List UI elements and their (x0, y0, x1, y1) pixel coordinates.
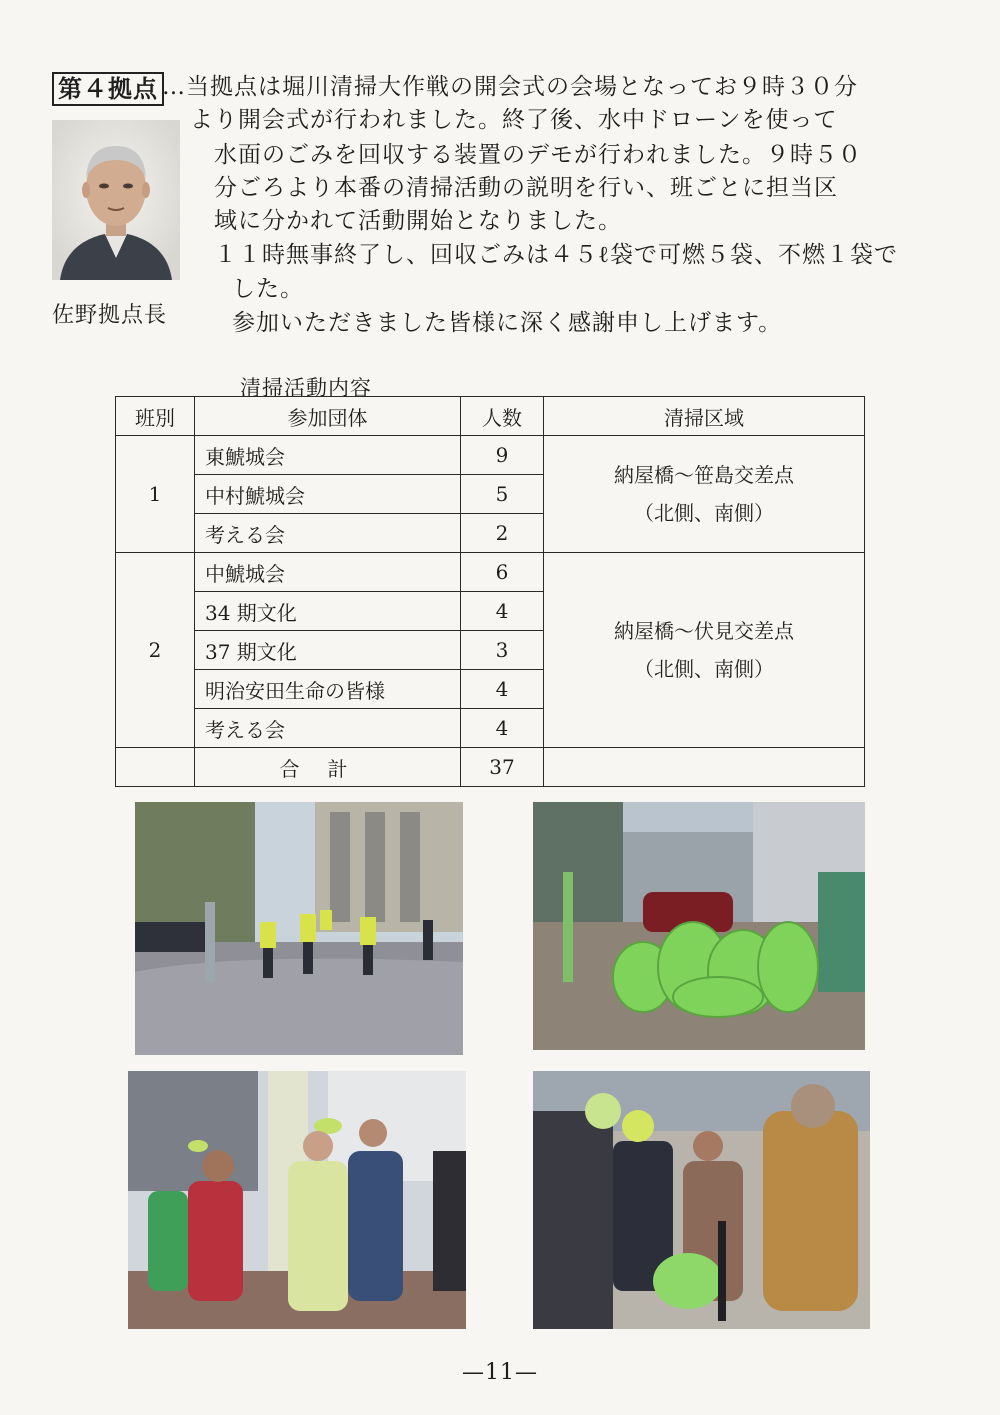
intro-line: １１時無事終了し、回収ごみは４５ℓ袋で可燃５袋、不燃１袋で (214, 242, 899, 268)
page-number: —11— (462, 1360, 538, 1385)
org-cell: 考える会 (195, 709, 461, 748)
intro-line: 域に分かれて活動開始となりました。 (214, 208, 622, 234)
area-line: 納屋橋～伏見交差点 (614, 619, 794, 643)
org-cell: 考える会 (195, 514, 461, 553)
intro-line: より開会式が行われました。終了後、水中ドローンを使って (190, 107, 838, 133)
org-cell: 中鯱城会 (195, 553, 461, 592)
org-cell: 34 期文化 (195, 592, 461, 631)
org-cell: 明治安田生命の皆様 (195, 670, 461, 709)
table-row (116, 436, 865, 475)
count-cell: 6 (461, 553, 544, 592)
photo-volunteers-group (128, 1071, 466, 1329)
intro-line: 参加いただきました皆様に深く感謝申し上げます。 (232, 310, 783, 336)
table-row (116, 553, 865, 592)
total-count: 37 (461, 748, 544, 787)
intro-line: 水面のごみを回収する装置のデモが行われました。９時５０ (214, 142, 862, 168)
col-header-count: 人数 (461, 397, 544, 436)
photo-volunteers-collecting (533, 1071, 870, 1329)
org-cell: 東鯱城会 (195, 436, 461, 475)
group-cell: 1 (116, 436, 195, 553)
org-cell: 37 期文化 (195, 631, 461, 670)
photo-street-cleanup (135, 802, 463, 1055)
total-empty-cell (116, 748, 195, 787)
activity-table (115, 396, 865, 787)
col-header-area: 清掃区域 (544, 397, 865, 436)
area-line: 納屋橋～笹島交差点 (614, 463, 794, 487)
intro-line: …当拠点は堀川清掃大作戦の開会式の会場となってお９時３０分 (162, 74, 858, 100)
intro-line: 分ごろより本番の清掃活動の説明を行い、班ごとに担当区 (214, 175, 838, 201)
total-row (116, 748, 865, 787)
table-title: 清掃活動内容 (240, 376, 372, 400)
col-header-org: 参加団体 (195, 397, 461, 436)
table-header-row (116, 397, 865, 436)
total-label: 合計 (195, 748, 461, 787)
count-cell: 5 (461, 475, 544, 514)
area-line: （北側、南側） (634, 501, 774, 525)
count-cell: 4 (461, 709, 544, 748)
count-cell: 2 (461, 514, 544, 553)
area-cell (544, 436, 865, 553)
area-cell (544, 553, 865, 748)
area-line: （北側、南側） (634, 657, 774, 681)
group-cell: 2 (116, 553, 195, 748)
org-cell: 中村鯱城会 (195, 475, 461, 514)
count-cell: 4 (461, 670, 544, 709)
count-cell: 4 (461, 592, 544, 631)
col-header-group: 班別 (116, 397, 195, 436)
total-empty-cell (544, 748, 865, 787)
leader-portrait (52, 120, 180, 280)
leader-caption: 佐野拠点長 (52, 303, 168, 328)
count-cell: 3 (461, 631, 544, 670)
intro-line: した。 (232, 276, 304, 302)
photo-garbage-bags (533, 802, 865, 1050)
count-cell: 9 (461, 436, 544, 475)
section-label: 第４拠点 (52, 72, 164, 106)
